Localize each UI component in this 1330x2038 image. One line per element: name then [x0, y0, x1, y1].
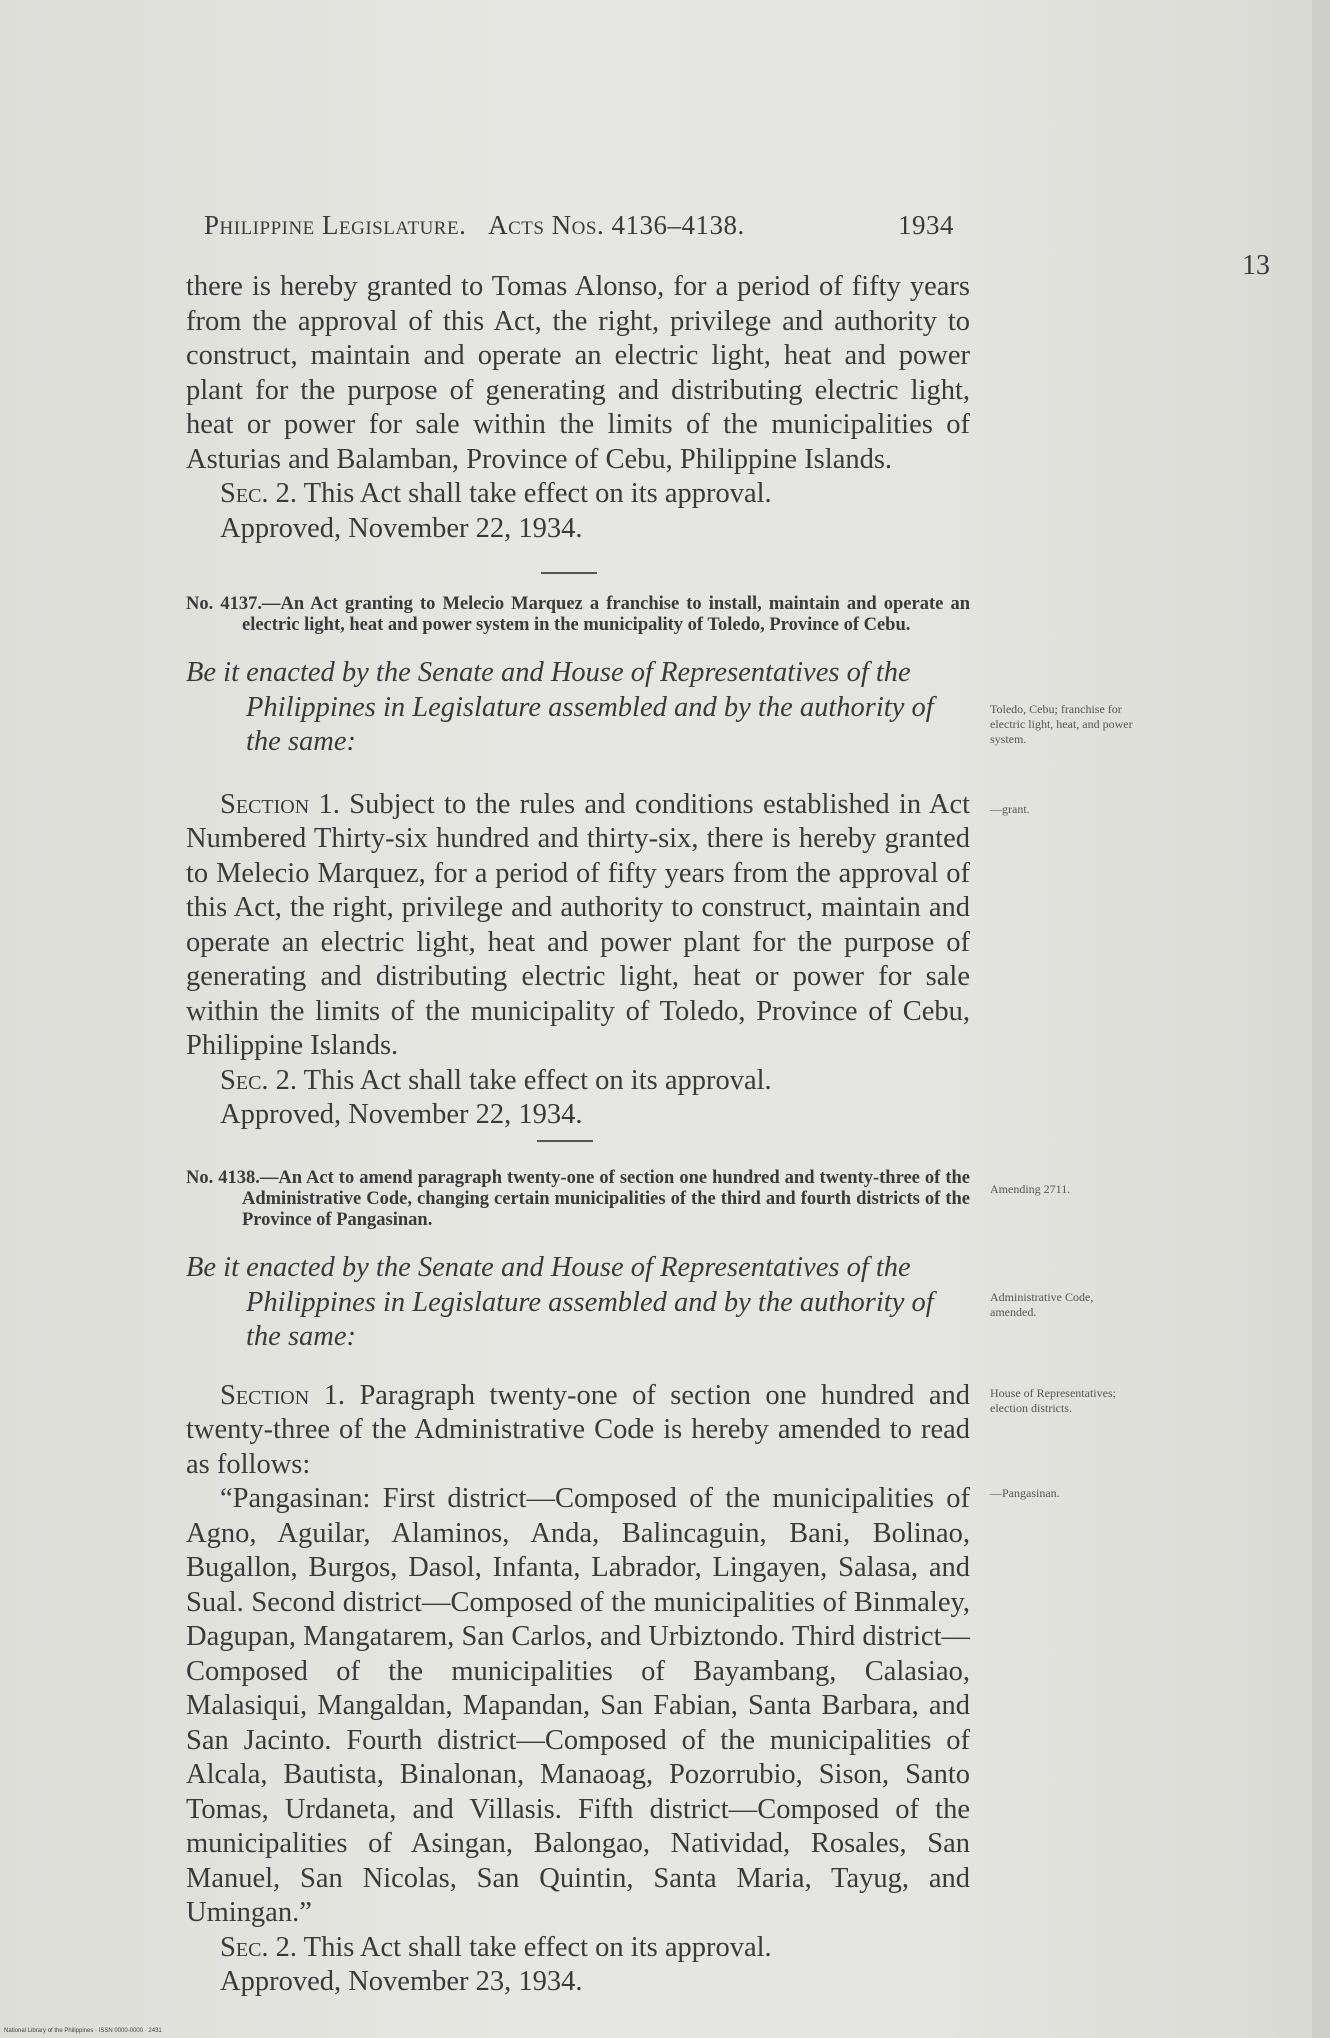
act-4137-section-1 — [186, 788, 970, 1064]
margin-note: Amending 2711. — [990, 1182, 1071, 1196]
section-label: Section 1. — [220, 788, 340, 820]
act-4138-quoted-paragraph: “Pangasinan: First district—Composed of the municipalities of Agno, Aguilar, Alaminos, Anda, Balincaguin, Bani, Bolinao, Bugallon, Burgos, Dasol, Infanta, Labrador, Lingayen, Salasa, and Sual. Second district—Composed of the municipalities of Binmaley, Dagupan, Mangatarem, San Carlos, and Urbiztondo. Third district—Composed of the municipalities of Bayambang, Calasiao, Malasiqui, Mangaldan, Mapandan, San Fabian, Santa Barbara, and San Jacinto. Fourth district—Composed of the municipalities of Alcala, Bautista, Binalonan, Manaoag, Pozorrubio, Sison, Santo Tomas, Urdaneta, and Villasis. Fifth district—Composed of the municipalities of Asingan, Balongao, Natividad, Rosales, San Manuel, San Nicolas, San Quintin, Santa Maria, Tayug, and Umingan.” — [186, 1483, 970, 1928]
section-label: Section 1. — [220, 1379, 345, 1411]
act-4136-continuation — [186, 270, 970, 546]
section-text: This Act shall take effect on its approval. — [297, 1064, 772, 1096]
act-4137-enacting-clause: Be it enacted by the Senate and House of Representatives of the Philippines in Legislature assembled and by the authority of the same: — [186, 657, 934, 757]
scan-footer: National Library of the Philippines · ISSN 0000-0000 · 2431 — [4, 2028, 162, 2034]
section-divider — [541, 572, 597, 574]
section-label: Sec. 2. — [220, 1931, 298, 1963]
section-label: Sec. 2. — [220, 478, 298, 509]
act-4137 — [186, 594, 970, 1133]
section-divider — [537, 1140, 593, 1142]
section-text: This Act shall take effect on its approval. — [297, 1931, 772, 1963]
header-year: 1934 — [898, 210, 954, 240]
header-acts: Acts Nos. 4136–4138. — [488, 210, 745, 240]
section-label: Sec. 2. — [220, 1064, 298, 1096]
margin-note: Toledo, Cebu; franchise for electric light, heat, and power system. — [990, 702, 1133, 746]
act-4137-section-2 — [186, 1064, 970, 1099]
act-4138-approved: Approved, November 23, 1934. — [220, 1966, 583, 1997]
header-publication: Philippine Legislature. — [204, 210, 467, 240]
act-4138-enacting-clause: Be it enacted by the Senate and House of Representatives of the Philippines in Legislature assembled and by the authority of the same: — [186, 1252, 934, 1352]
page-edge — [1312, 0, 1330, 2038]
margin-note: Administrative Code, amended. — [990, 1290, 1094, 1319]
running-header — [204, 210, 964, 241]
page-number: 13 — [1242, 250, 1270, 281]
section-text: Subject to the rules and conditions established in Act Numbered Thirty-six hundred and thirty-six, there is hereby granted to Melecio Marquez, for a period of fifty years from the approval of this Act, the right, privilege and authority to construct, maintain and operate an electric light, heat and power plant for the purpose of generating and distributing electric light, heat or power for sale within the limits of the municipality of Toledo, Province of Cebu, Philippine Islands. — [186, 788, 971, 1061]
section-text: Paragraph twenty-one of section one hundred and twenty-three of the Administrative Code is hereby amended to read as follows: — [186, 1379, 970, 1480]
act-4138 — [186, 1168, 970, 2000]
act-4138-section-1 — [186, 1379, 970, 1483]
act-4137-title: No. 4137.—An Act granting to Melecio Marquez a franchise to install, maintain and operate an electric light, heat and power system in the municipality of Toledo, Province of Cebu. — [186, 594, 970, 635]
act-4136-paragraph: there is hereby granted to Tomas Alonso, for a period of fifty years from the approval of this Act, the right, privilege and authority to construct, maintain and operate an electric light, heat and power plant for the purpose of generating and distributing electric light, heat or power for sale within the limits of the municipalities of Asturias and Balamban, Province of Cebu, Philippine Islands. — [186, 271, 970, 475]
margin-note: House of Representatives; election districts. — [990, 1386, 1116, 1415]
act-4138-title: No. 4138.—An Act to amend paragraph twenty-one of section one hundred and twenty-three of the Administrative Code, changing certain municipalities of the third and fourth districts of the Province of Pangasinan. — [186, 1168, 970, 1230]
margin-note: —Pangasinan. — [990, 1486, 1060, 1500]
act-4136-section-2 — [186, 477, 970, 512]
act-4137-approved: Approved, November 22, 1934. — [220, 1099, 583, 1130]
act-4136-approved: Approved, November 22, 1934. — [220, 512, 583, 544]
act-4138-section-2 — [186, 1931, 970, 1966]
margin-note: —grant. — [990, 802, 1030, 816]
section-text: This Act shall take effect on its approval. — [297, 478, 772, 509]
